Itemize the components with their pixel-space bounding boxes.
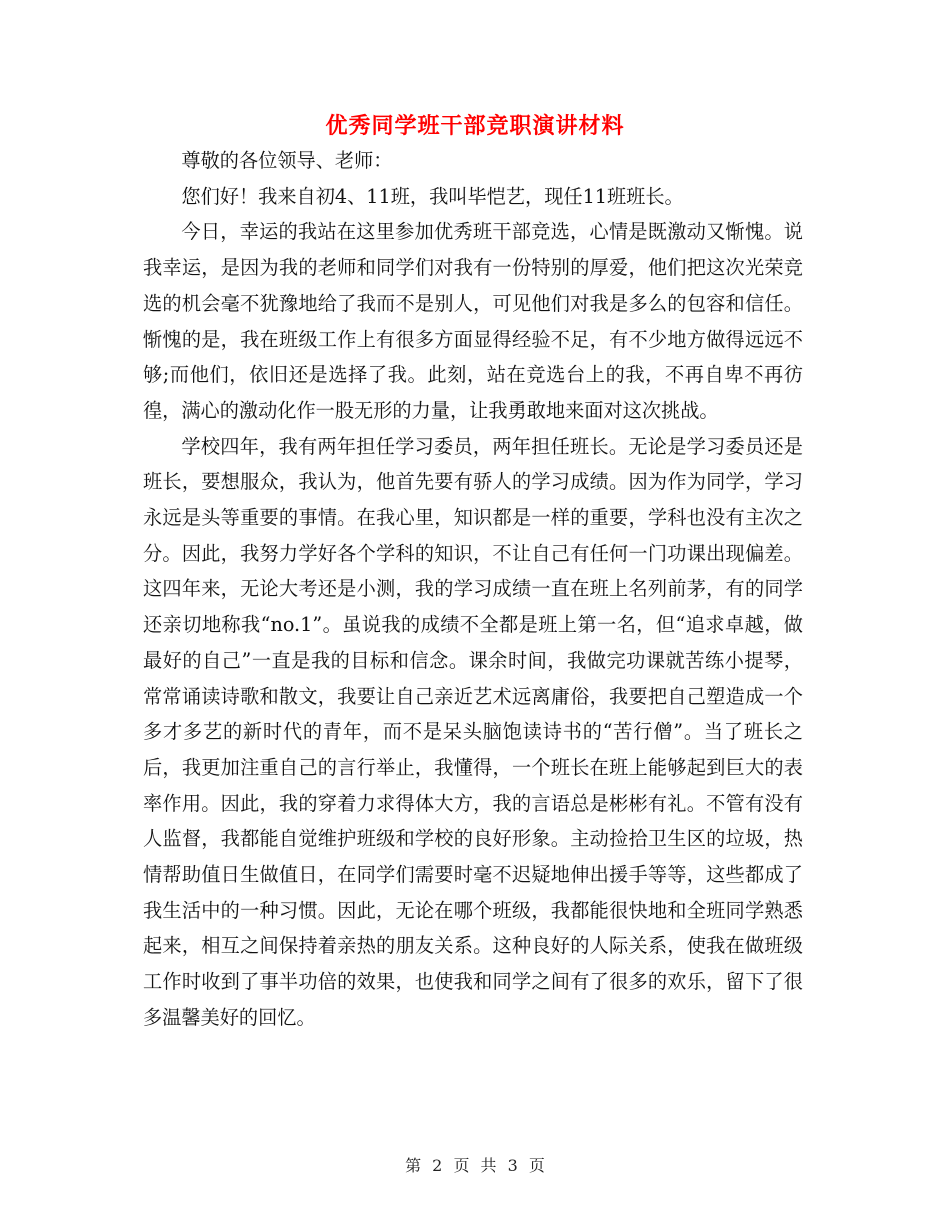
page-number-footer: 第 2 页 共 3 页 xyxy=(405,1156,545,1175)
body-paragraph: 学校四年，我有两年担任学习委员，两年担任班长。无论是学习委员还是班长，要想服众，我认为，他首先要有骄人的学习成绩。因为作为同学，学习永远是头等重要的事情。在我心里，知识都是一样的重要，学科也没有主次之分。因此，我努力学好各个学科的知识，不让自己有任何一门功课出现偏差。这四年来，无论大考还是小测，我的学习成绩一直在班上名列前茅，有的同学还亲切地称我“no.1”。虽说我的成绩不全都是班上第一名，但“追求卓越，做最好的自己”一直是我的目标和信念。课余时间，我做完功课就苦练小提琴，常常诵读诗歌和散文，我要让自己亲近艺术远离庸俗，我要把自己塑造成一个多才多艺的新时代的青年，而不是呆头脑饱读诗书的“苦行僧”。当了班长之后，我更加注重自己的言行举止，我懂得，一个班长在班上能够起到巨大的表率作用。因此，我的穿着力求得体大方，我的言语总是彬彬有礼。不管有没有人监督，我都能自觉维护班级和学校的良好形象。主动捡拾卫生区的垃圾，热情帮助值日生做值日，在同学们需要时毫不迟疑地伸出援手等等，这些都成了我生活中的一种习惯。因此，无论在哪个班级，我都能很快地和全班同学熟悉起来，相互之间保持着亲热的朋友关系。这种良好的人际关系，使我在做班级工作时收到了事半功倍的效果，也使我和同学之间有了很多的欢乐，留下了很多温馨美好的回忆。 xyxy=(143,434,803,1029)
greeting-paragraph: 您们好！我来自初4、11班，我叫毕恺艺，现任11班班长。 xyxy=(181,184,684,208)
document-title: 优秀同学班干部竞职演讲材料 xyxy=(325,113,625,139)
document-body xyxy=(143,143,803,1036)
salutation-paragraph: 尊敬的各位领导、老师： xyxy=(181,149,393,172)
body-paragraph: 今日，幸运的我站在这里参加优秀班干部竞选，心情是既激动又惭愧。说我幸运，是因为我的老师和同学们对我有一份特别的厚爱，他们把这次光荣竞选的机会毫不犹豫地给了我而不是别人，可见他们对我是多么的包容和信任。惭愧的是，我在班级工作上有很多方面显得经验不足，有不少地方做得远远不够;而他们，依旧还是选择了我。此刻，站在竞选台上的我，不再自卑不再彷徨，满心的激动化作一股无形的力量，让我勇敢地来面对这次挑战。 xyxy=(143,220,803,422)
